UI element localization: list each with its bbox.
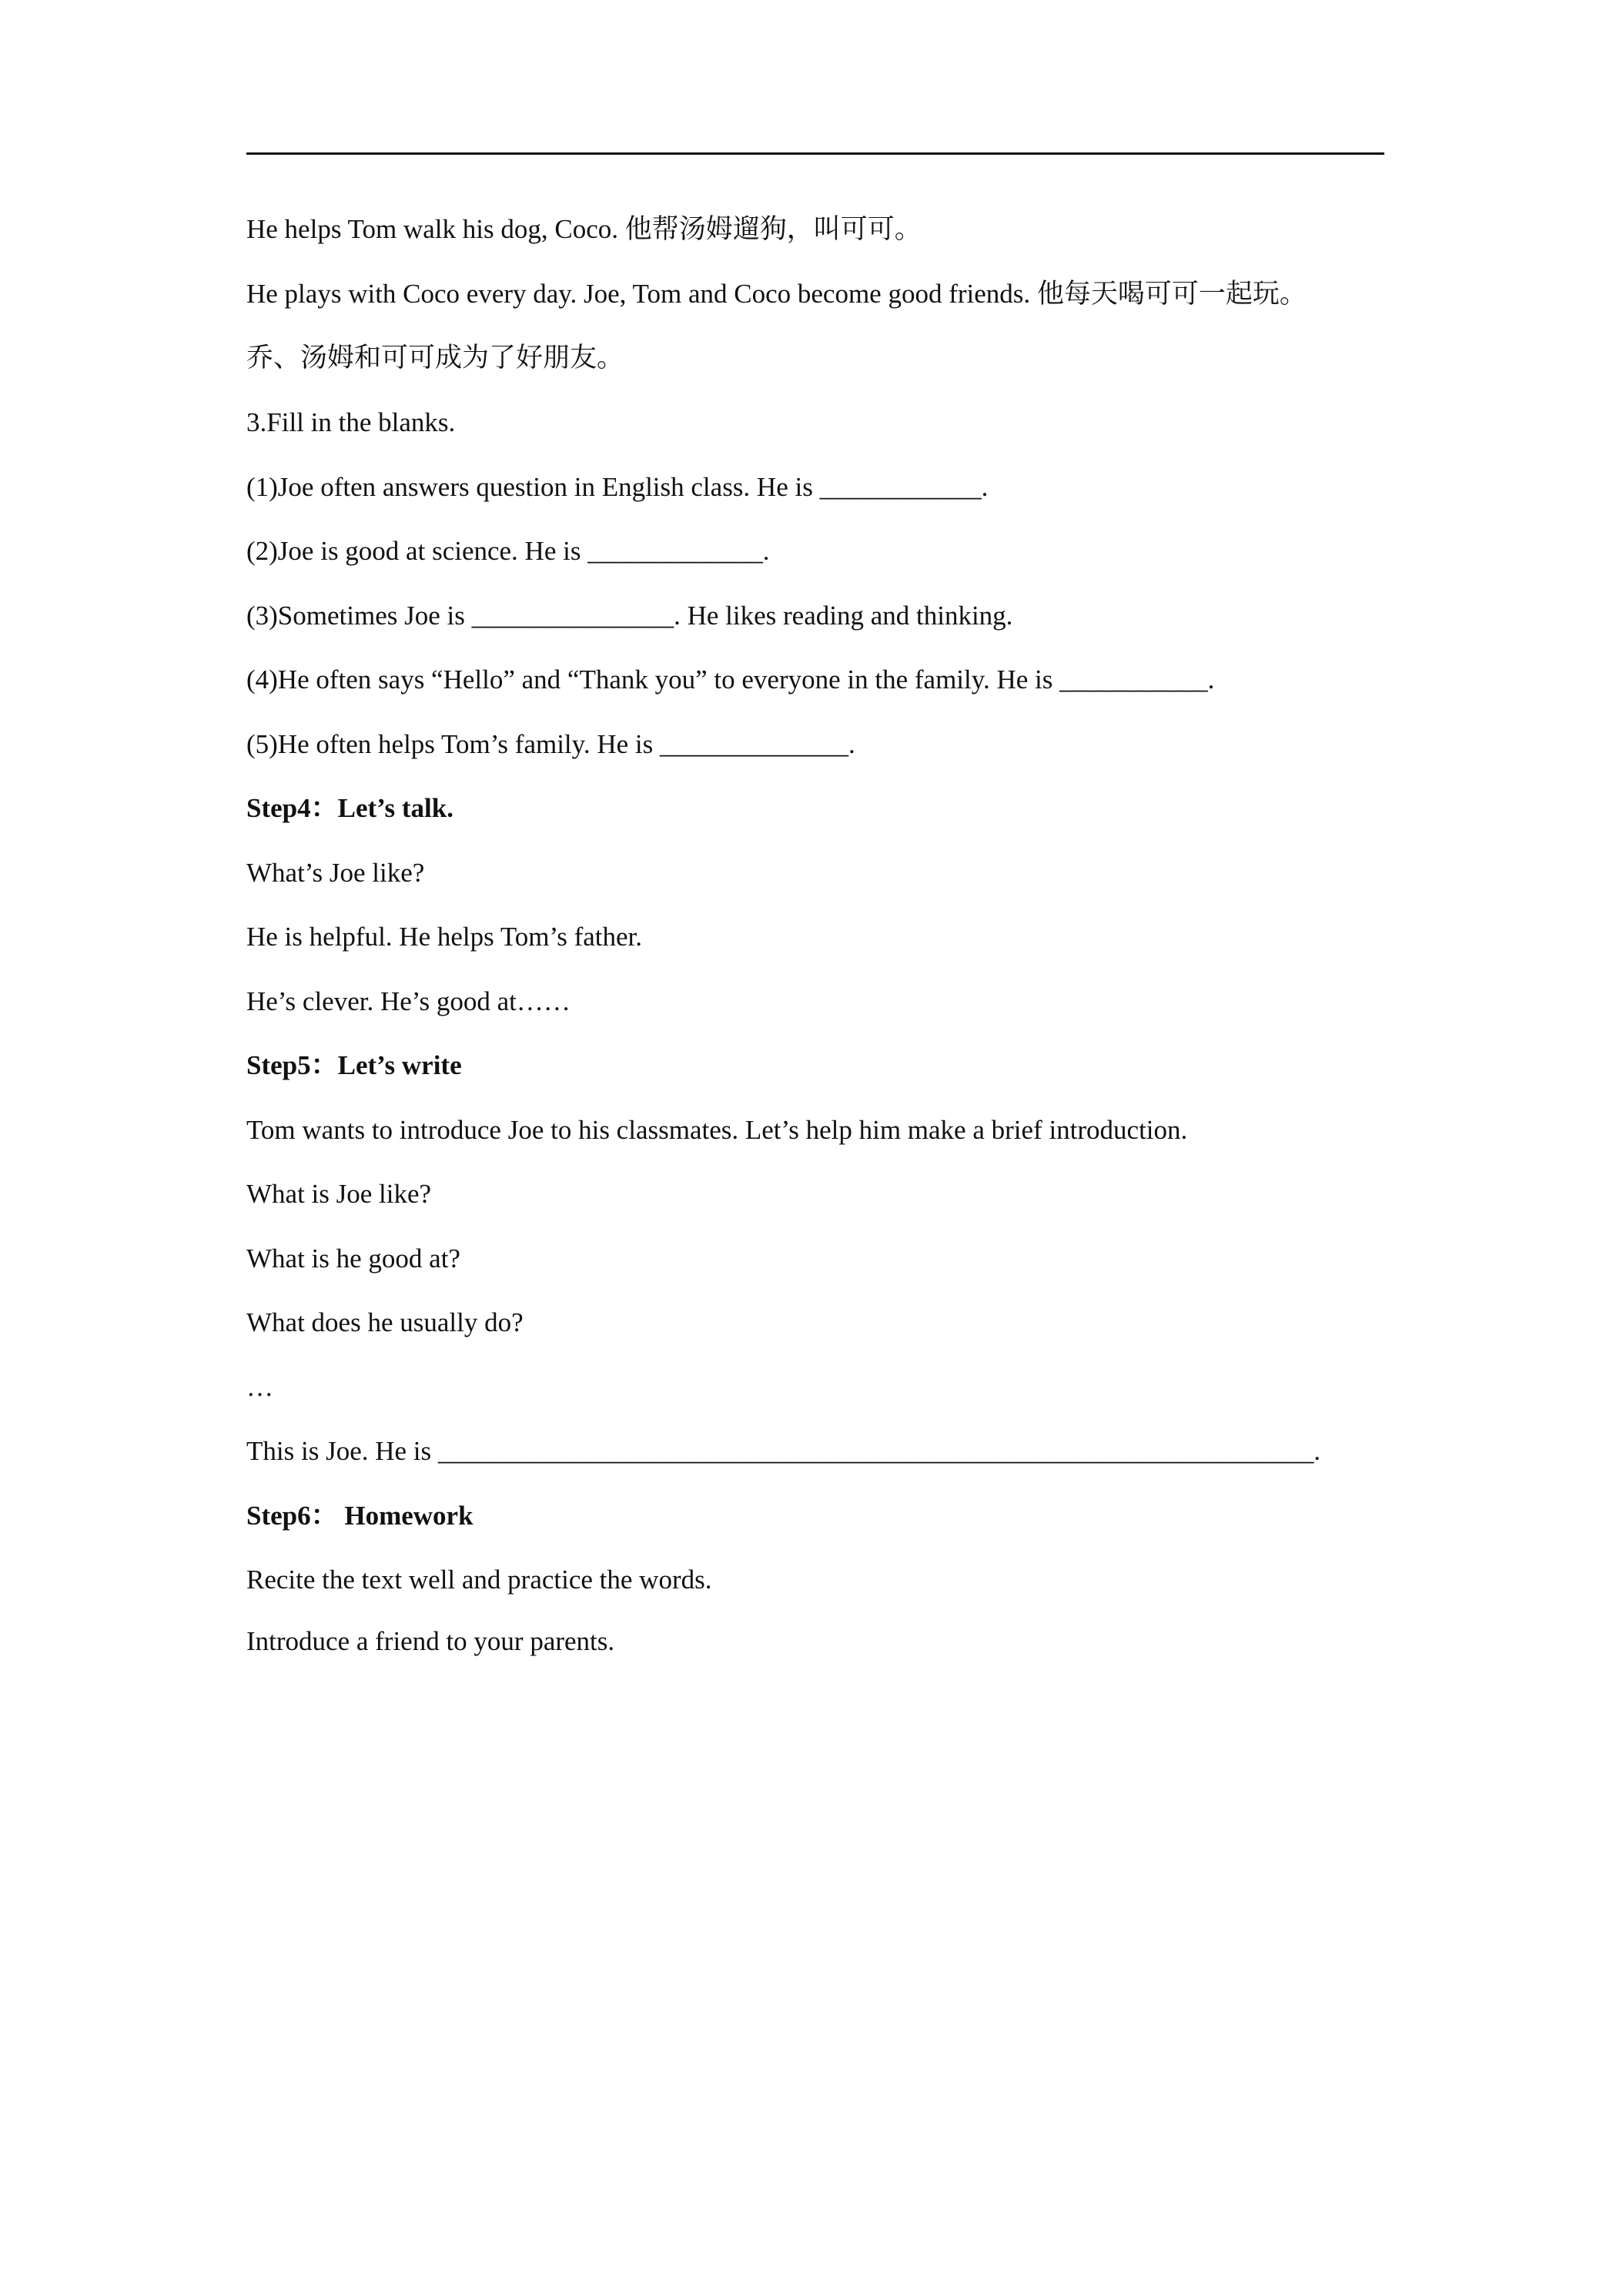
- talk-answer-2: He’s clever. He’s good at……: [246, 986, 571, 1016]
- text-line-good-friends: 乔、汤姆和可可成为了好朋友。: [246, 343, 624, 373]
- text-line-plays-coco: He plays with Coco every day. Joe, Tom and Coco become good friends. 他每天喝可可一起玩。: [246, 279, 1307, 309]
- write-prompt-3: What does he usually do?: [246, 1307, 524, 1337]
- blank-question-4: (4)He often says “Hello” and “Thank you” to everyone in the family. He is ___________.: [246, 664, 1215, 694]
- write-prompt-2: What is he good at?: [246, 1243, 460, 1274]
- talk-question: What’s Joe like?: [246, 858, 425, 888]
- step6-heading: Step6： Homework: [246, 1501, 474, 1531]
- homework-item-1: Recite the text well and practice the words.: [246, 1565, 712, 1595]
- section-fill-blanks: 3.Fill in the blanks.: [246, 407, 456, 437]
- blank-question-3: (3)Sometimes Joe is _______________. He likes reading and thinking.: [246, 601, 1013, 631]
- write-prompt-1: What is Joe like?: [246, 1179, 432, 1209]
- write-answer-line: This is Joe. He is _________________________________________________________________.: [246, 1436, 1321, 1466]
- homework-item-2: Introduce a friend to your parents.: [246, 1626, 615, 1656]
- text-line-walk-dog: He helps Tom walk his dog, Coco. 他帮汤姆遛狗，叫可可。: [246, 214, 922, 244]
- step5-heading: Step5：Let’s write: [246, 1050, 462, 1080]
- talk-answer-1: He is helpful. He helps Tom’s father.: [246, 922, 643, 952]
- write-ellipsis: …: [246, 1372, 273, 1402]
- write-instruction: Tom wants to introduce Joe to his classmates. Let’s help him make a brief introduction.: [246, 1115, 1188, 1145]
- blank-question-1: (1)Joe often answers question in English class. He is ____________.: [246, 472, 989, 502]
- header-rule: [246, 152, 1384, 155]
- blank-question-2: (2)Joe is good at science. He is _____________.: [246, 536, 770, 566]
- blank-question-5: (5)He often helps Tom’s family. He is ______________.: [246, 729, 855, 759]
- step4-heading: Step4：Let’s talk.: [246, 793, 453, 823]
